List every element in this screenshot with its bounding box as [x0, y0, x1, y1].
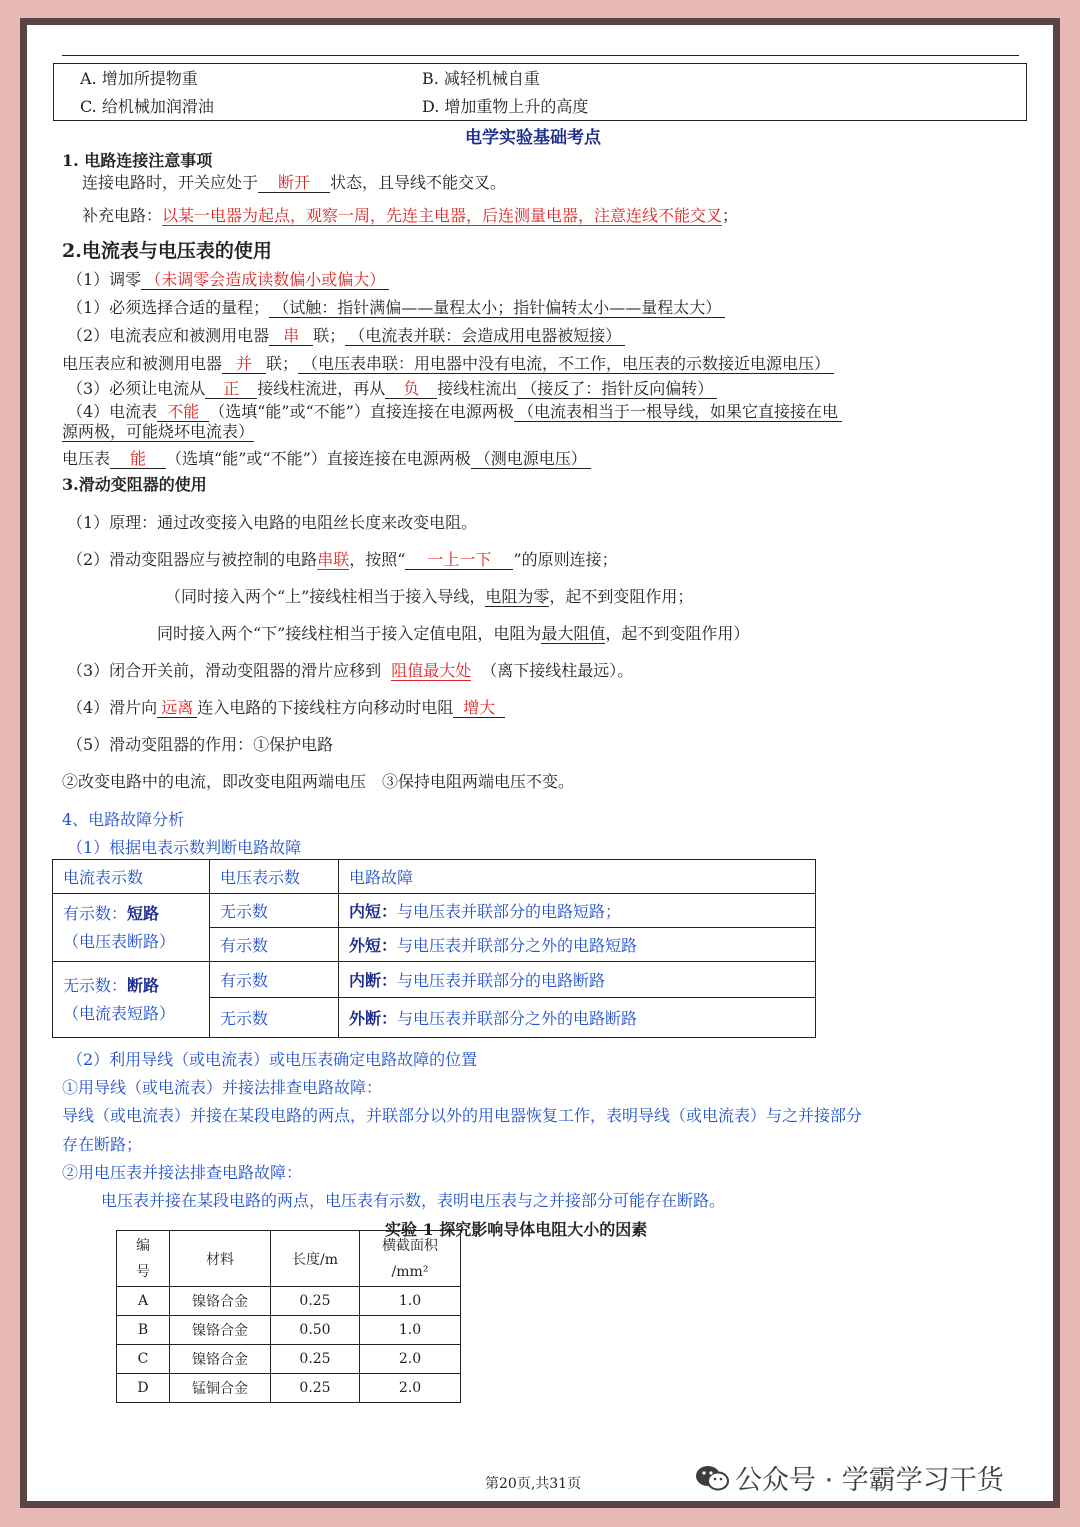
answer-blank: 远离 — [157, 699, 197, 718]
experiment-title: 实验 1 探究影响导体电阻大小的因素 — [385, 1220, 648, 1239]
s4-method1-desc2: 存在断路； — [62, 1135, 143, 1154]
table-row — [53, 962, 816, 998]
text: 联； — [313, 326, 346, 345]
text: 与电压表并联部分之外的电路断路 — [397, 1009, 638, 1028]
voltmeter-cell: 无示数 — [210, 894, 339, 928]
fault-cell — [339, 928, 816, 962]
s4-method2: ②用电压表并接法排查电路故障： — [62, 1163, 303, 1182]
document-page — [27, 25, 1053, 1501]
s2-voltmeter — [62, 351, 834, 374]
cell: 2.0 — [360, 1345, 461, 1374]
text: 无示数： — [63, 975, 128, 995]
cell: 0.50 — [271, 1316, 360, 1345]
table-header-row — [53, 860, 816, 894]
s2-ammeter2 — [67, 399, 842, 422]
note: （接反了：指针反向偏转） — [517, 380, 717, 399]
s4-method2-desc: 电压表并接在某段电路的两点，电压表有示数，表明电压表与之并接部分可能存在断路。 — [101, 1191, 726, 1210]
s3-line6 — [67, 695, 505, 718]
page-title: 电学实验基础考点 — [465, 128, 601, 148]
text: （选填“能”或“不能”）直接连接在电源两极 — [166, 449, 471, 468]
section1-heading: 1. 电路连接注意事项 — [62, 151, 213, 170]
text: 电压表 — [62, 449, 111, 468]
text: ”的原则连接； — [513, 550, 618, 569]
fault-cell — [339, 962, 816, 998]
text: （离下接线柱最远）。 — [481, 661, 634, 680]
text: （3）必须让电流从 — [67, 379, 206, 398]
s4-method1: ①用导线（或电流表）并接法排查电路故障： — [62, 1078, 383, 1097]
cell: 镍铬合金 — [170, 1287, 271, 1316]
text: 接线柱流进，再从 — [257, 379, 386, 398]
text: （2）电流表应和被测用电器 — [67, 326, 270, 345]
header-cell: 长度/m — [271, 1231, 360, 1287]
s1-line2 — [82, 203, 738, 226]
voltmeter-cell: 无示数 — [210, 998, 339, 1038]
section2-heading: 2.电流表与电压表的使用 — [62, 240, 272, 262]
text: （4）电流表 — [67, 402, 158, 421]
text: （3）闭合开关前，滑动变阻器的滑片应移到 — [67, 661, 382, 680]
header-cell — [117, 1231, 170, 1287]
header-cell: 材料 — [170, 1231, 271, 1287]
experiment-table — [116, 1230, 461, 1403]
answer-blank: 串联 — [317, 550, 350, 569]
text: 与电压表并联部分的电路断路 — [397, 971, 606, 990]
text: （4）滑片向 — [67, 698, 158, 717]
text: ，按照“ — [349, 550, 406, 569]
option-a: A. 增加所提物重 — [80, 69, 198, 88]
s2-range — [67, 295, 725, 318]
underlined: 最大阻值 — [541, 624, 606, 643]
answer-blank: 一上一下 — [405, 551, 513, 570]
table-row — [117, 1287, 461, 1316]
answer-blank: 不能 — [157, 403, 209, 422]
text: 同时接入两个“下”接线柱相当于接入定值电阻，电阻为 — [157, 624, 542, 643]
option-d: D. 增加重物上升的高度 — [422, 97, 589, 116]
table-row — [53, 894, 816, 928]
key-term: 外断： — [349, 1009, 398, 1028]
text: （1）调零 — [67, 270, 142, 289]
note: （试触：指针满偏——量程太小；指针偏转太小——量程太大） — [269, 299, 725, 318]
text: （2）滑动变阻器应与被控制的电路 — [67, 550, 318, 569]
s3-line3 — [165, 584, 693, 607]
text: /mm² — [391, 1263, 429, 1280]
table-row — [117, 1316, 461, 1345]
key-term: 断路 — [127, 975, 160, 995]
note: 源两极，可能烧坏电流表） — [62, 422, 255, 441]
underlined: 电阻为零 — [485, 587, 550, 606]
wechat-icon — [695, 1464, 729, 1499]
cell: D — [117, 1374, 170, 1403]
answer-blank: 增大 — [453, 699, 505, 718]
cell: 0.25 — [271, 1287, 360, 1316]
text: 状态，且导线不能交叉。 — [330, 173, 507, 192]
text: （电流表短路） — [63, 1003, 176, 1023]
note: （电压表串联：用电器中没有电流，不工作，电压表的示数接近电源电压） — [298, 355, 834, 374]
text: 连入电路的下接线柱方向移动时电阻 — [197, 698, 454, 717]
note: （测电源电压） — [471, 450, 591, 469]
header-cell: 电路故障 — [339, 860, 816, 894]
section4-heading: 4、电路故障分析 — [62, 810, 185, 829]
table-row — [117, 1374, 461, 1403]
text: 电压表应和被测用电器 — [62, 354, 223, 373]
text: 与电压表并联部分之外的电路短路 — [397, 936, 638, 955]
s1-line1 — [82, 170, 506, 193]
text: （选填“能”或“不能”）直接连接在电源两极 — [209, 402, 514, 421]
page-number: 第20页,共31页 — [485, 1476, 582, 1492]
text: ，起不到变阻作用； — [549, 587, 694, 606]
s3-line7: （5）滑动变阻器的作用：①保护电路 — [67, 735, 334, 754]
s2-ammeter — [67, 323, 625, 346]
cell: 1.0 — [360, 1316, 461, 1345]
text: （电压表断路） — [63, 931, 176, 951]
s2-voltmeter2 — [62, 446, 591, 469]
text: 连接电路时，开关应处于 — [82, 173, 259, 192]
s3-line4 — [157, 621, 749, 644]
answer-blank: 阻值最大处 — [391, 661, 472, 680]
cell: 0.25 — [271, 1345, 360, 1374]
key-term: 内断： — [349, 971, 398, 990]
option-c: C. 给机械加润滑油 — [80, 97, 214, 116]
answer-blank: 以某一电器为起点，观察一周，先连主电器，后连测量电器，注意连线不能交叉 — [162, 206, 723, 225]
cell: B — [117, 1316, 170, 1345]
header-cell: 电流表示数 — [53, 860, 210, 894]
text: 横截面积 — [382, 1237, 438, 1254]
cell: C — [117, 1345, 170, 1374]
key-term: 内短： — [349, 902, 398, 921]
text: 编 — [136, 1237, 150, 1254]
text: 联； — [266, 354, 299, 373]
s4-sub1: （1）根据电表示数判断电路故障 — [67, 838, 302, 857]
table-header-row — [117, 1231, 461, 1287]
group-open-cell — [53, 962, 210, 1038]
text: 号 — [136, 1263, 150, 1280]
cell: 1.0 — [360, 1287, 461, 1316]
answer-blank: （未调零会造成读数偏小或偏大） — [141, 271, 389, 290]
s3-line1: （1）原理：通过改变接入电路的电阻丝长度来改变电阻。 — [67, 513, 478, 532]
cell: 镍铬合金 — [170, 1345, 271, 1374]
cell: 0.25 — [271, 1374, 360, 1403]
text: 补充电路： — [82, 206, 163, 225]
answer-blank: 正 — [205, 380, 257, 399]
answer-blank: 负 — [385, 380, 437, 399]
fault-cell — [339, 894, 816, 928]
s2-direction — [67, 376, 717, 399]
cell: 镍铬合金 — [170, 1316, 271, 1345]
text: 有示数： — [63, 903, 128, 923]
text: ； — [722, 206, 739, 225]
group-short-cell — [53, 894, 210, 962]
section3-heading: 3.滑动变阻器的使用 — [62, 475, 207, 494]
answer-blank: 并 — [222, 355, 266, 374]
text: ，起不到变阻作用） — [605, 624, 750, 643]
s2-zero — [67, 267, 389, 290]
fault-cell — [339, 998, 816, 1038]
answer-blank: 断开 — [258, 174, 330, 193]
text: 接线柱流出 — [437, 379, 518, 398]
note: （电流表相当于一根导线，如果它直接接在电 — [514, 403, 842, 422]
s2-ammeter2-cont — [62, 422, 254, 442]
watermark-text: 公众号 · 学霸学习干货 — [735, 1465, 1004, 1496]
watermark — [695, 1458, 1004, 1499]
fault-table — [52, 859, 816, 1038]
text: 与电压表并联部分的电路短路； — [397, 902, 622, 921]
header-cell — [360, 1231, 461, 1287]
answer-blank: 能 — [110, 450, 166, 469]
cell: 锰铜合金 — [170, 1374, 271, 1403]
voltmeter-cell: 有示数 — [210, 962, 339, 998]
cell: 2.0 — [360, 1374, 461, 1403]
s3-line2 — [67, 547, 618, 570]
s3-line8: ②改变电路中的电流，即改变电阻两端电压 ③保持电阻两端电压不变。 — [62, 772, 575, 791]
s4-method1-desc: 导线（或电流表）并接在某段电路的两点，并联部分以外的用电器恢复工作，表明导线（或电流表）与之并接部分 — [62, 1106, 863, 1125]
note: （电流表并联：会造成用电器被短接） — [345, 327, 625, 346]
key-term: 外短： — [349, 936, 398, 955]
voltmeter-cell: 有示数 — [210, 928, 339, 962]
s4-sub2: （2）利用导线（或电流表）或电压表确定电路故障的位置 — [67, 1050, 478, 1069]
top-rule — [62, 55, 1019, 56]
cell: A — [117, 1287, 170, 1316]
text: （1）必须选择合适的量程； — [67, 298, 270, 317]
header-cell: 电压表示数 — [210, 860, 339, 894]
option-b: B. 减轻机械自重 — [422, 69, 540, 88]
answer-blank: 串 — [269, 327, 313, 346]
key-term: 短路 — [127, 903, 160, 923]
s3-line5 — [67, 658, 633, 681]
table-row — [117, 1345, 461, 1374]
text: （同时接入两个“上”接线柱相当于接入导线， — [165, 587, 486, 606]
